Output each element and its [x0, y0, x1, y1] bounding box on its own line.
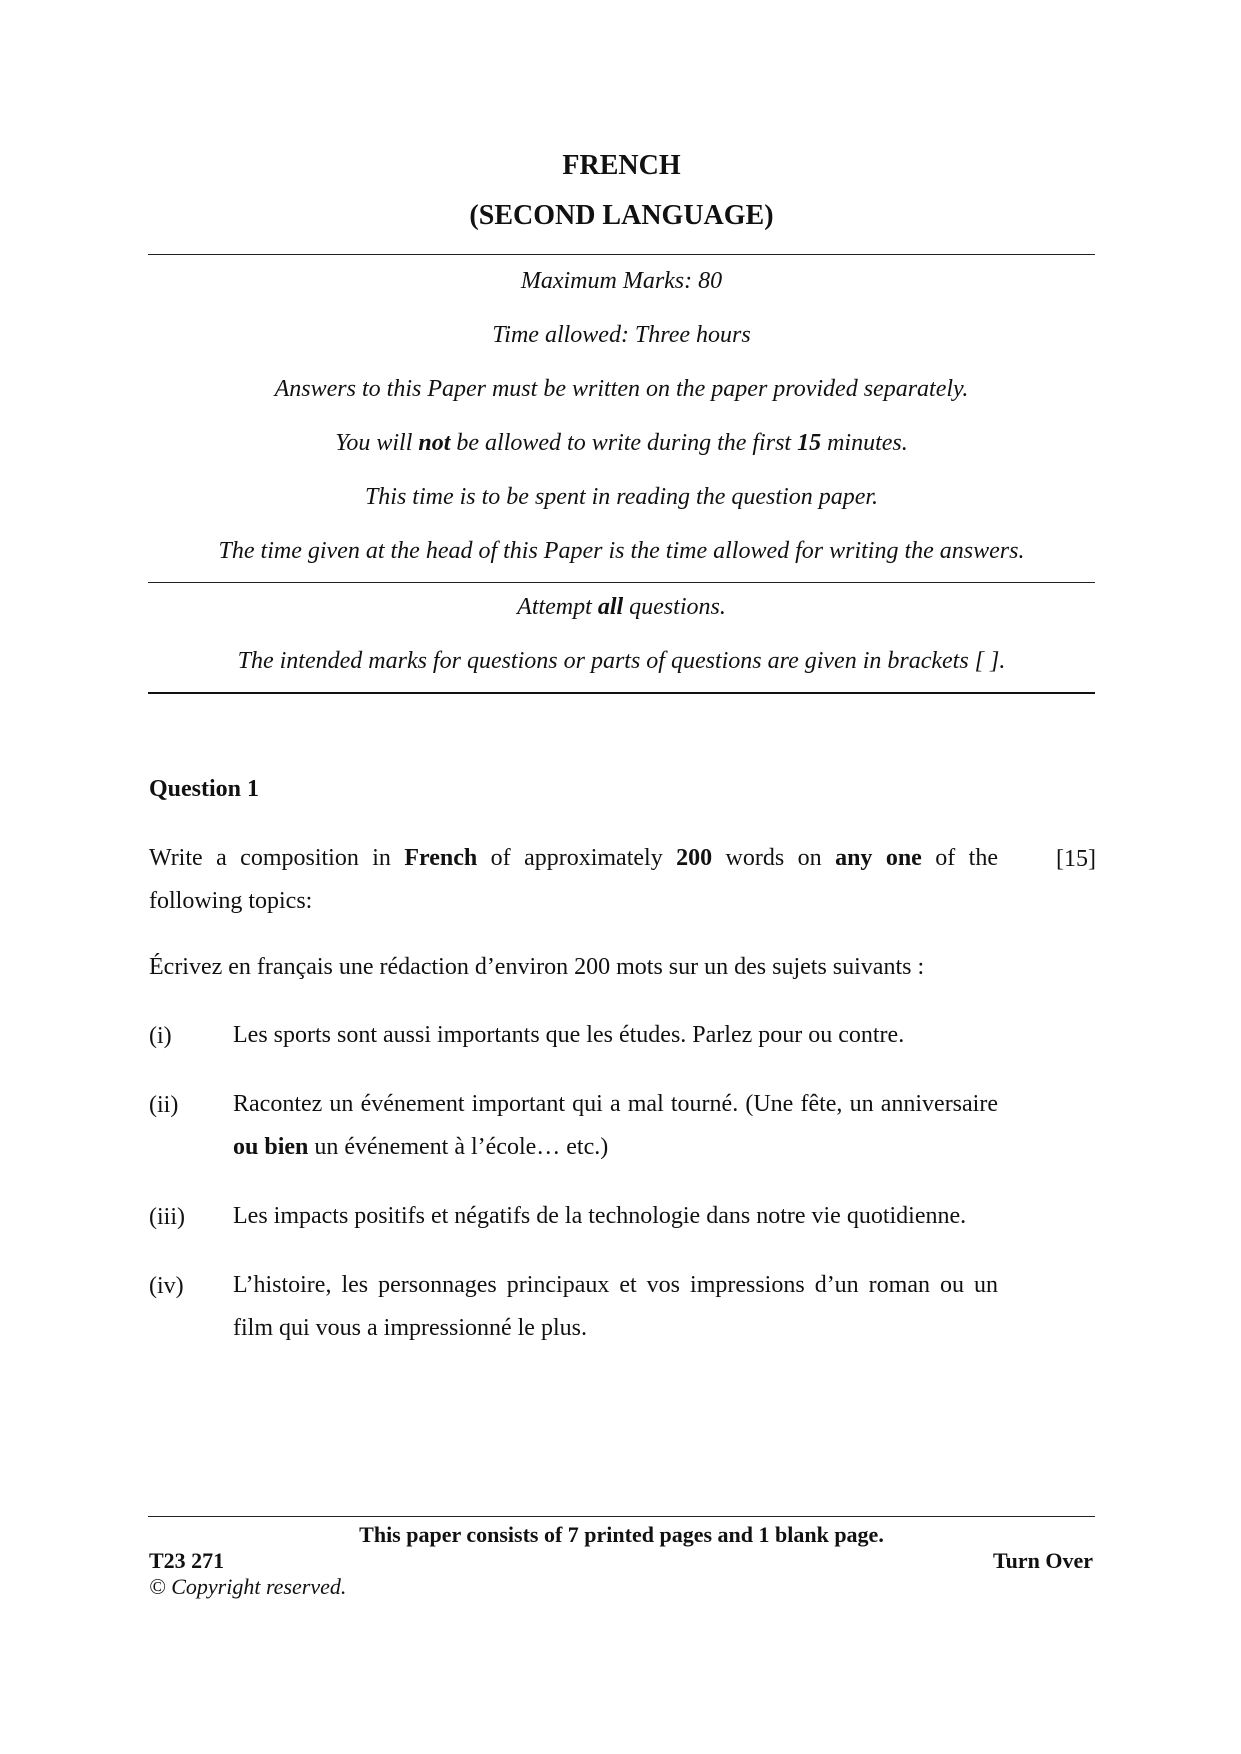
paper-code: T23 271 — [149, 1548, 225, 1573]
topic-number: (ii) — [149, 1092, 179, 1118]
answers-note: Answers to this Paper must be written on the paper provided separately. — [274, 376, 969, 402]
topic-number: (iv) — [149, 1273, 184, 1299]
paper-subtitle: (SECOND LANGUAGE) — [469, 200, 774, 231]
instructions-divider — [148, 582, 1095, 583]
topic-number: (iii) — [149, 1204, 185, 1230]
french-instruction: Écrivez en français une rédaction d’environ 200 mots sur un des sujets suivants : — [149, 954, 925, 980]
attempt-all-note: Attempt all questions. — [517, 594, 726, 620]
question-heading: Question 1 — [149, 776, 260, 802]
time-allowed: Time allowed: Three hours — [492, 322, 751, 348]
question-marks: [15] — [1056, 846, 1096, 872]
copyright: © Copyright reserved. — [149, 1574, 347, 1599]
topic-text: Les impacts positifs et négatifs de la technologie dans notre vie quotidienne. — [233, 1203, 967, 1229]
turn-over: Turn Over — [992, 1548, 1093, 1573]
topic-text: Les sports sont aussi importants que les études. Parlez pour ou contre. — [233, 1022, 905, 1048]
pages-note: This paper consists of 7 printed pages and 1 blank page. — [359, 1522, 884, 1547]
time-given-note: The time given at the head of this Paper is the time allowed for writing the answers. — [218, 538, 1025, 564]
topic-number: (i) — [149, 1023, 172, 1049]
topic-text: L’histoire, les personnages principaux et vos impressions d’un roman ou un film qui vous a impressionné le plus. — [233, 1272, 998, 1341]
topic-text: Racontez un événement important qui a mal tourné. (Une fête, un anniversaire ou bien un événement à l’école… etc.) — [233, 1091, 998, 1160]
paper-title: FRENCH — [562, 150, 681, 181]
header-divider — [148, 254, 1095, 255]
instructions-end-divider — [148, 692, 1095, 694]
max-marks: Maximum Marks: 80 — [520, 268, 723, 294]
reading-time-note: This time is to be spent in reading the question paper. — [364, 484, 879, 510]
intended-marks-note: The intended marks for questions or parts of questions are given in brackets [ ]. — [237, 648, 1006, 674]
question-intro: Write a composition in French of approximately 200 words on any one of the following topics: — [149, 845, 998, 914]
footer-divider — [148, 1516, 1095, 1517]
reading-restriction: You will not be allowed to write during the first 15 minutes. — [335, 430, 908, 456]
